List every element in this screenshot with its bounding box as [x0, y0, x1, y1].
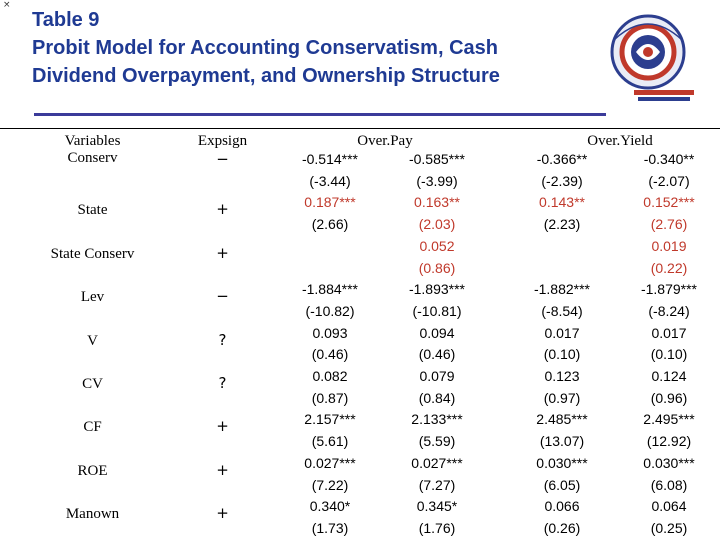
table-cell-c1: 0.340* [309, 498, 351, 515]
table-cell-c1: (0.46) [311, 346, 349, 363]
table-cell-c1: (2.66) [311, 216, 349, 233]
table-cell-c4: (0.22) [650, 259, 688, 276]
table-cell-c2: -1.893*** [408, 281, 466, 298]
table-cell-c3: 0.066 [544, 498, 580, 515]
row-expected-sign: + [216, 417, 229, 436]
table-cell-c2: (0.86) [418, 259, 456, 276]
university-seal-logo [596, 10, 716, 106]
table-cell-c4: 0.030*** [643, 454, 695, 471]
table-cell-c2: (5.59) [418, 433, 456, 450]
row-expected-sign: + [216, 504, 229, 523]
table-cell-c3: -0.366** [536, 151, 588, 167]
table-cell-c2: (7.27) [418, 476, 456, 493]
table-cell-c2: -0.585*** [408, 151, 466, 167]
row-expected-sign: + [216, 200, 229, 219]
table-cell-c3: (0.97) [543, 389, 581, 406]
table-cell-c3: 0.143** [539, 194, 585, 211]
table-cell-c1: (1.73) [311, 519, 349, 536]
table-cell-c1: (0.87) [311, 389, 349, 406]
table-cell-c1: (7.22) [311, 476, 349, 493]
table-cell-c4: 2.495*** [643, 411, 695, 428]
table-cell-c1: (5.61) [311, 433, 349, 450]
table-cell-c1: 0.187*** [304, 194, 356, 211]
row-variable-label: CV [82, 376, 103, 392]
header-overyield: Over.Yield [587, 133, 653, 149]
table-cell-c3: (0.10) [543, 346, 581, 363]
table-cell-c1: (-3.44) [309, 172, 351, 189]
table-cell-c3: (13.07) [539, 433, 585, 450]
table-cell-c2: (-3.99) [416, 172, 458, 189]
header-expsign: Expsign [197, 133, 248, 149]
table-cell-c4: 0.017 [651, 324, 687, 341]
table-cell-c3: (6.05) [543, 476, 581, 493]
row-variable-label: State Conserv [50, 245, 135, 262]
table-cell-c1: 0.093 [312, 324, 348, 341]
row-variable-label: State [77, 202, 108, 219]
table-cell-c2: 0.079 [419, 368, 455, 384]
table-cell-c4: (0.96) [650, 389, 688, 406]
title-line-3: Dividend Overpayment, and Ownership Structure [32, 65, 500, 87]
row-variable-label: Lev [80, 289, 105, 306]
title-underline [34, 113, 606, 116]
table-cell-c2: 2.133*** [411, 411, 463, 428]
row-expected-sign: ? [218, 330, 227, 349]
row-variable-label: Manown [65, 506, 120, 523]
table-cell-c2: 0.345* [416, 498, 458, 515]
title-line-1: Table 9 [32, 9, 100, 31]
table-cell-c4: -1.879*** [640, 281, 698, 298]
slide-title [32, 6, 612, 90]
table-cell-c4: 0.064 [651, 498, 687, 515]
row-expected-sign: + [216, 243, 229, 262]
table-cell-c1: 0.027*** [304, 454, 356, 471]
table-cell-c1: 2.157*** [304, 411, 356, 428]
table-cell-c2: 0.163** [414, 194, 460, 211]
table-cell-c4: (2.76) [650, 216, 688, 233]
table-cell-c4: (0.10) [650, 346, 688, 363]
table-cell-c3: (0.26) [543, 519, 581, 536]
table-cell-c2: 0.094 [419, 324, 455, 341]
corner-mark: × [3, 0, 11, 10]
seal-emblem [612, 16, 684, 88]
row-variable-label: CF [83, 419, 102, 436]
header-variables: Variables [64, 133, 121, 149]
table-cell-c4: (-8.24) [648, 302, 690, 319]
table-cell-c2: (1.76) [418, 519, 456, 536]
table-cell-c2: 0.052 [419, 237, 455, 254]
row-variable-label: Conserv [67, 150, 118, 166]
table-cell-c4: (-2.07) [648, 172, 690, 189]
table-cell-c3: (2.23) [543, 216, 581, 233]
table-cell-c4: 0.019 [651, 237, 687, 254]
table-cell-c1: (-10.82) [305, 302, 355, 319]
row-expected-sign: ? [218, 374, 227, 392]
table-cell-c2: (0.84) [418, 389, 456, 406]
table-cell-c1: 0.082 [312, 368, 348, 384]
table-cell-c4: (12.92) [646, 433, 692, 450]
table-cell-c4: 0.124 [651, 368, 687, 384]
table-cell-c3: (-8.54) [541, 302, 583, 319]
table-cell-c3: 0.123 [544, 368, 580, 384]
header-overpay: Over.Pay [357, 133, 413, 149]
table-cell-c3: -1.882*** [533, 281, 591, 298]
title-line-2: Probit Model for Accounting Conservatism, Cash [32, 37, 498, 59]
table-top-rule [0, 128, 720, 129]
seal-caption-block [634, 90, 694, 101]
table-cell-c3: (-2.39) [541, 172, 583, 189]
table-cell-c4: (6.08) [650, 476, 688, 493]
row-variable-label: V [87, 332, 98, 349]
table-cell-c1: -0.514*** [301, 151, 359, 167]
table-cell-c4: -0.340** [643, 151, 695, 167]
table-cell-c2: 0.027*** [411, 454, 463, 471]
table-cell-c2: (2.03) [418, 216, 456, 233]
row-expected-sign: + [216, 460, 229, 479]
table-cell-c2: (0.46) [418, 346, 456, 363]
row-variable-label: ROE [77, 462, 108, 479]
row-expected-sign: − [216, 287, 229, 306]
table-cell-c4: (0.25) [650, 519, 688, 536]
table-cell-c3: 0.030*** [536, 454, 588, 471]
table-cell-c2: (-10.81) [412, 302, 462, 319]
table-cell-c3: 2.485*** [536, 411, 588, 428]
table-cell-c4: 0.152*** [643, 194, 695, 211]
row-expected-sign: − [216, 150, 229, 168]
table-cell-c3: 0.017 [544, 324, 580, 341]
table-cell-c1: -1.884*** [301, 281, 359, 298]
